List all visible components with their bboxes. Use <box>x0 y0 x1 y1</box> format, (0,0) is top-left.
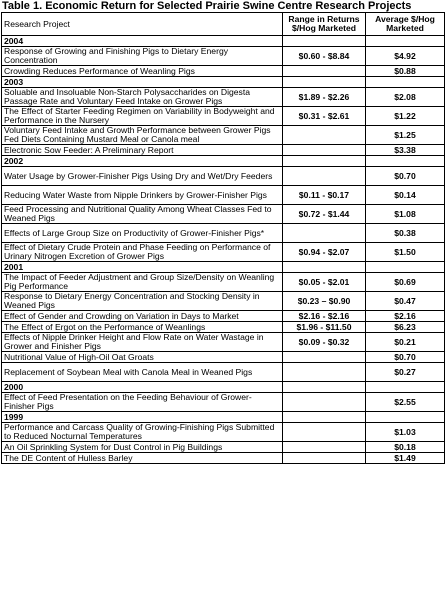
project-cell: Performance and Carcass Quality of Growing-Finishing Pigs Submitted to Reduced Nocturnal Temperatures <box>2 423 283 442</box>
empty-cell <box>283 156 366 167</box>
project-cell: Effect of Gender and Crowding on Variation in Days to Market <box>2 311 283 322</box>
range-cell: $1.96 - $11.50 <box>283 322 366 333</box>
range-cell <box>283 145 366 156</box>
range-cell: $0.11 - $0.17 <box>283 186 366 205</box>
year-row <box>2 77 445 88</box>
average-cell: $0.69 <box>366 273 445 292</box>
table-row <box>2 273 445 292</box>
table-row <box>2 243 445 262</box>
range-cell: $0.09 - $0.32 <box>283 333 366 352</box>
range-cell <box>283 423 366 442</box>
project-cell: The Effect of Starter Feeding Regimen on Variability in Bodyweight and Performance in the Nursery <box>2 107 283 126</box>
year-row <box>2 412 445 423</box>
empty-cell <box>283 382 366 393</box>
table-row <box>2 363 445 382</box>
table-row <box>2 145 445 156</box>
table-row <box>2 126 445 145</box>
table-row <box>2 352 445 363</box>
average-cell: $0.70 <box>366 167 445 186</box>
range-cell: $0.31 - $2.61 <box>283 107 366 126</box>
average-cell: $2.08 <box>366 88 445 107</box>
range-cell: $0.23 – $0.90 <box>283 292 366 311</box>
project-cell: Water Usage by Grower-Finisher Pigs Using Dry and Wet/Dry Feeders <box>2 167 283 186</box>
range-cell: $0.72 - $1.44 <box>283 205 366 224</box>
project-cell: Soluable and Insoluable Non-Starch Polysaccharides on Digesta Passage Rate and Voluntary Feed Intake on Grower Pigs <box>2 88 283 107</box>
average-cell: $2.55 <box>366 393 445 412</box>
empty-cell <box>366 156 445 167</box>
average-cell: $0.70 <box>366 352 445 363</box>
year-label: 2000 <box>2 382 283 393</box>
year-label: 2004 <box>2 36 283 47</box>
table-title: Table 1. Economic Return for Selected Prairie Swine Centre Research Projects <box>2 0 412 12</box>
header-row <box>2 13 445 36</box>
project-cell: Electronic Sow Feeder: A Preliminary Report <box>2 145 283 156</box>
project-cell: The Effect of Ergot on the Performance of Weanlings <box>2 322 283 333</box>
project-cell: The DE Content of Hulless Barley <box>2 453 283 464</box>
table-row <box>2 292 445 311</box>
header-average: Average $/Hog Marketed <box>366 13 445 36</box>
project-cell: Effects of Large Group Size on Productivity of Grower-Finisher Pigs* <box>2 224 283 243</box>
range-cell <box>283 363 366 382</box>
project-cell: Effect of Dietary Crude Protein and Phase Feeding on Performance of Urinary Nitrogen Excretion of Grower Pigs <box>2 243 283 262</box>
average-cell: $0.21 <box>366 333 445 352</box>
header-range: Range in Returns $/Hog Marketed <box>283 13 366 36</box>
average-cell: $2.16 <box>366 311 445 322</box>
range-cell <box>283 66 366 77</box>
range-cell <box>283 224 366 243</box>
table-row <box>2 453 445 464</box>
range-cell <box>283 352 366 363</box>
table-row <box>2 66 445 77</box>
project-cell: Response of Growing and Finishing Pigs to Dietary Energy Concentration <box>2 47 283 66</box>
range-cell <box>283 393 366 412</box>
empty-cell <box>366 77 445 88</box>
table-row <box>2 88 445 107</box>
table-row <box>2 442 445 453</box>
empty-cell <box>366 382 445 393</box>
empty-cell <box>283 412 366 423</box>
average-cell: $1.08 <box>366 205 445 224</box>
average-cell: $4.92 <box>366 47 445 66</box>
year-row <box>2 36 445 47</box>
table-row <box>2 107 445 126</box>
average-cell: $1.25 <box>366 126 445 145</box>
range-cell <box>283 442 366 453</box>
average-cell: $0.14 <box>366 186 445 205</box>
range-cell: $0.05 - $2.01 <box>283 273 366 292</box>
year-label: 2003 <box>2 77 283 88</box>
table-row <box>2 333 445 352</box>
project-cell: Nutritional Value of High-Oil Oat Groats <box>2 352 283 363</box>
average-cell: $1.22 <box>366 107 445 126</box>
table-row <box>2 311 445 322</box>
average-cell: $1.03 <box>366 423 445 442</box>
table-row <box>2 423 445 442</box>
year-label: 2001 <box>2 262 283 273</box>
table-row <box>2 47 445 66</box>
range-cell: $2.16 - $2.16 <box>283 311 366 322</box>
year-row <box>2 262 445 273</box>
range-cell <box>283 453 366 464</box>
empty-cell <box>366 412 445 423</box>
empty-cell <box>366 36 445 47</box>
year-row <box>2 156 445 167</box>
table-body <box>2 36 445 464</box>
average-cell: $0.27 <box>366 363 445 382</box>
average-cell: $0.18 <box>366 442 445 453</box>
project-cell: Replacement of Soybean Meal with Canola Meal in Weaned Pigs <box>2 363 283 382</box>
returns-table <box>1 12 445 464</box>
range-cell <box>283 167 366 186</box>
average-cell: $0.38 <box>366 224 445 243</box>
table-row <box>2 393 445 412</box>
project-cell: Feed Processing and Nutritional Quality Among Wheat Classes Fed to Weaned Pigs <box>2 205 283 224</box>
average-cell: $6.23 <box>366 322 445 333</box>
empty-cell <box>283 77 366 88</box>
empty-cell <box>283 36 366 47</box>
table-row <box>2 224 445 243</box>
average-cell: $0.47 <box>366 292 445 311</box>
project-cell: Voluntary Feed Intake and Growth Performance between Grower Pigs Fed Diets Containing Mustard Meal or Canola meal <box>2 126 283 145</box>
project-cell: Response to Dietary Energy Concentration and Stocking Density in Weaned Pigs <box>2 292 283 311</box>
table-row <box>2 322 445 333</box>
project-cell: An Oil Sprinkling System for Dust Control in Pig Buildings <box>2 442 283 453</box>
average-cell: $3.38 <box>366 145 445 156</box>
table-row <box>2 167 445 186</box>
header-research-project: Research Project <box>2 13 283 36</box>
year-label: 2002 <box>2 156 283 167</box>
range-cell: $0.94 - $2.07 <box>283 243 366 262</box>
empty-cell <box>366 262 445 273</box>
average-cell: $1.49 <box>366 453 445 464</box>
project-cell: Reducing Water Waste from Nipple Drinkers by Grower-Finisher Pigs <box>2 186 283 205</box>
empty-cell <box>283 262 366 273</box>
range-cell: $1.89 - $2.26 <box>283 88 366 107</box>
range-cell: $0.60 - $8.84 <box>283 47 366 66</box>
year-row <box>2 382 445 393</box>
project-cell: Effect of Feed Presentation on the Feeding Behaviour of Grower-Finisher Pigs <box>2 393 283 412</box>
project-cell: Crowding Reduces Performance of Weanling Pigs <box>2 66 283 77</box>
average-cell: $0.88 <box>366 66 445 77</box>
range-cell <box>283 126 366 145</box>
average-cell: $1.50 <box>366 243 445 262</box>
table-row <box>2 205 445 224</box>
table-row <box>2 186 445 205</box>
year-label: 1999 <box>2 412 283 423</box>
project-cell: Effects of Nipple Drinker Height and Flow Rate on Water Wastage in Grower and Finisher Pigs <box>2 333 283 352</box>
project-cell: The Impact of Feeder Adjustment and Group Size/Density on Weanling Pig Performance <box>2 273 283 292</box>
